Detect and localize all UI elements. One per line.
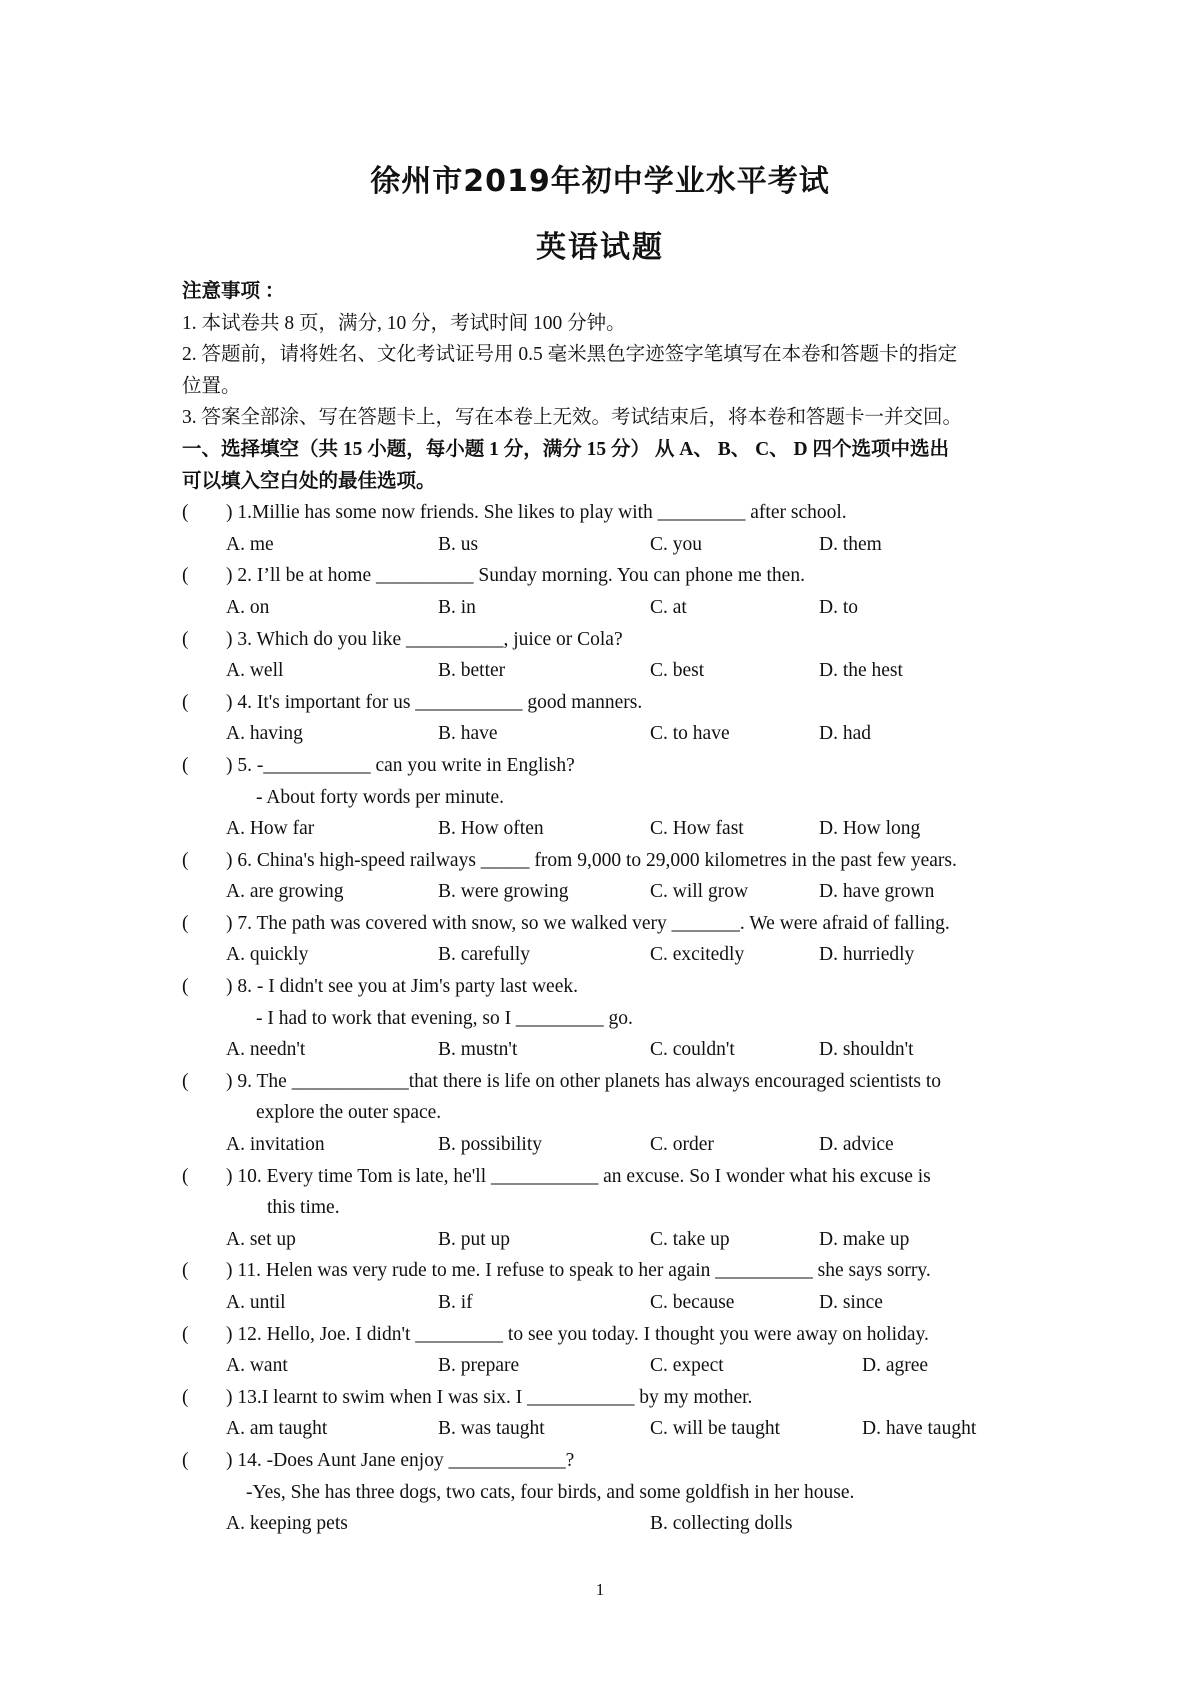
- option-a: A. are growing: [226, 881, 344, 903]
- option-a: A. want: [226, 1355, 288, 1377]
- option-c: C. order: [650, 1134, 714, 1156]
- exam-subtitle: 英语试题: [536, 230, 664, 265]
- option-b: B. were growing: [438, 881, 569, 903]
- option-a: A. How far: [226, 818, 315, 840]
- question-stem: ) 7. The path was covered with snow, so we walked very _______. We were afraid of falling.: [226, 912, 950, 934]
- answer-blank: (: [182, 849, 189, 871]
- option-a: A. well: [226, 660, 284, 682]
- option-c: C. will be taught: [650, 1418, 780, 1440]
- answer-blank: (: [182, 1449, 189, 1471]
- question-stem: ) 10. Every time Tom is late, he'll ___________ an excuse. So I wonder what his excuse is: [226, 1165, 931, 1187]
- question-11: [182, 1255, 1042, 1287]
- answer-blank: (: [182, 628, 189, 650]
- options-13: [182, 1413, 1042, 1445]
- question-stem: ) 5. -___________ can you write in English?: [226, 754, 575, 776]
- option-b: B. collecting dolls: [650, 1513, 793, 1535]
- note-2-continued: 位置。: [182, 375, 241, 397]
- answer-blank: (: [182, 565, 189, 587]
- option-b: B. carefully: [438, 944, 531, 966]
- option-b: B. us: [438, 533, 479, 555]
- option-d: D. them: [819, 533, 882, 555]
- question-stem: ) 1.Millie has some now friends. She likes to play with _________ after school.: [226, 502, 847, 524]
- option-a: A. set up: [226, 1228, 296, 1250]
- option-b: B. possibility: [438, 1134, 543, 1156]
- options-8: [182, 1034, 1042, 1066]
- question-9-continued: explore the outer space.: [256, 1102, 442, 1124]
- answer-blank: (: [182, 1386, 189, 1408]
- option-d: D. since: [819, 1292, 883, 1313]
- question-stem: ) 3. Which do you like __________, juice or Cola?: [226, 628, 623, 650]
- option-c: C. will grow: [650, 881, 749, 903]
- options-12: [182, 1350, 1042, 1382]
- answer-blank: (: [182, 976, 189, 998]
- question-14-reply: -Yes, She has three dogs, two cats, four birds, and some goldfish in her house.: [246, 1481, 855, 1503]
- answer-blank: (: [182, 912, 189, 934]
- section-heading: 一、选择填空（共 15 小题，每小题 1 分，满分 15 分） 从 A、 B、 C、 D 四个选项中选出: [182, 438, 950, 460]
- note-3: 3. 答案全部涂、写在答题卡上，写在本卷上无效。考试结束后，将本卷和答题卡一并交回。: [182, 407, 963, 429]
- option-c: C. take up: [650, 1228, 730, 1250]
- option-d: D. to: [819, 596, 858, 618]
- answer-blank: (: [182, 1070, 189, 1092]
- note-1: 1. 本试卷共 8 页，满分, 10 分，考试时间 100 分钟。: [182, 312, 626, 334]
- question-3: [182, 624, 1042, 656]
- answer-blank: (: [182, 691, 189, 713]
- option-a: A. on: [226, 596, 270, 618]
- notes-heading: 注意事项 ：: [182, 281, 285, 302]
- option-d: D. have grown: [819, 881, 935, 903]
- options-1: [182, 529, 1042, 561]
- options-4: [182, 718, 1042, 750]
- question-8: [182, 971, 1042, 1003]
- option-b: B. if: [438, 1292, 473, 1313]
- question-stem: ) 9. The ____________that there is life on other planets has always encouraged scientists to: [226, 1070, 942, 1092]
- options-6: [182, 876, 1042, 908]
- option-b: B. put up: [438, 1228, 511, 1250]
- page-number: 1: [595, 1580, 605, 1599]
- option-c: C. expect: [650, 1355, 724, 1377]
- question-stem: ) 13.I learnt to swim when I was six. I ___________ by my mother.: [226, 1386, 753, 1408]
- question-stem: ) 4. It's important for us ___________ good manners.: [226, 691, 643, 713]
- option-c: C. excitedly: [650, 944, 745, 966]
- question-stem: ) 12. Hello, Joe. I didn't _________ to see you today. I thought you were away on holiday.: [226, 1323, 929, 1345]
- option-c: C. best: [650, 660, 705, 682]
- option-a: A. having: [226, 723, 303, 745]
- option-a: A. me: [226, 533, 274, 555]
- options-2: [182, 592, 1042, 624]
- option-c: C. couldn't: [650, 1039, 735, 1061]
- option-b: B. in: [438, 596, 476, 618]
- exam-title: 徐州市2019年初中学业水平考试: [370, 164, 830, 199]
- answer-blank: (: [182, 1323, 189, 1345]
- option-d: D. make up: [819, 1228, 910, 1250]
- option-d: D. hurriedly: [819, 944, 915, 966]
- options-3: [182, 655, 1042, 687]
- answer-blank: (: [182, 502, 189, 524]
- question-10-continued: this time.: [267, 1197, 340, 1219]
- question-5: [182, 750, 1042, 782]
- option-d: D. the hest: [819, 660, 903, 682]
- option-d: D. have taught: [862, 1418, 977, 1440]
- option-c: C. to have: [650, 723, 730, 745]
- question-5-reply: - About forty words per minute.: [256, 786, 505, 808]
- question-stem: ) 11. Helen was very rude to me. I refuse to speak to her again __________ she says sorry.: [226, 1260, 931, 1282]
- question-7: [182, 908, 1042, 940]
- question-6: [182, 845, 1042, 877]
- question-stem: ) 6. China's high-speed railways _____ from 9,000 to 29,000 kilometres in the past few years.: [226, 849, 957, 871]
- option-a: A. am taught: [226, 1418, 328, 1440]
- exam-content: [182, 276, 1042, 1540]
- question-8-reply: - I had to work that evening, so I _________ go.: [256, 1007, 633, 1029]
- option-d: D. agree: [862, 1355, 929, 1377]
- answer-blank: (: [182, 1165, 189, 1187]
- section-instruction: 可以填入空白处的最佳选项。: [182, 470, 436, 492]
- option-a: A. until: [226, 1292, 286, 1313]
- question-stem: ) 8. - I didn't see you at Jim's party last week.: [226, 976, 578, 998]
- option-c: C. because: [650, 1292, 735, 1313]
- option-a: A. quickly: [226, 944, 309, 966]
- option-d: D. How long: [819, 818, 921, 840]
- option-b: B. prepare: [438, 1355, 520, 1377]
- option-b: B. have: [438, 723, 498, 745]
- option-d: D. shouldn't: [819, 1039, 914, 1061]
- question-2: [182, 560, 1042, 592]
- option-c: C. at: [650, 596, 687, 618]
- options-10: [182, 1224, 1042, 1256]
- option-b: B. better: [438, 660, 506, 682]
- options-9: [182, 1129, 1042, 1161]
- question-13: [182, 1382, 1042, 1414]
- option-a: A. needn't: [226, 1039, 306, 1061]
- answer-blank: (: [182, 1260, 189, 1282]
- option-b: B. How often: [438, 818, 544, 840]
- question-4: [182, 687, 1042, 719]
- option-b: B. mustn't: [438, 1039, 518, 1061]
- question-9: [182, 1066, 1042, 1098]
- option-a: A. invitation: [226, 1134, 325, 1156]
- question-1: [182, 497, 1042, 529]
- options-14: [182, 1508, 1042, 1540]
- question-14: [182, 1445, 1042, 1477]
- question-12: [182, 1319, 1042, 1351]
- option-b: B. was taught: [438, 1418, 545, 1440]
- option-c: C. you: [650, 533, 703, 555]
- options-11: [182, 1287, 1042, 1319]
- option-c: C. How fast: [650, 818, 744, 840]
- option-d: D. had: [819, 723, 871, 745]
- options-5: [182, 813, 1042, 845]
- question-stem: ) 14. -Does Aunt Jane enjoy ____________?: [226, 1449, 575, 1471]
- option-d: D. advice: [819, 1134, 894, 1156]
- note-2: 2. 答题前，请将姓名、文化考试证号用 0.5 毫米黑色字迹签字笔填写在本卷和答题卡的指定: [182, 344, 958, 366]
- question-10: [182, 1161, 1042, 1193]
- question-stem: ) 2. I’ll be at home __________ Sunday morning. You can phone me then.: [226, 565, 805, 587]
- option-a: A. keeping pets: [226, 1513, 348, 1535]
- options-7: [182, 939, 1042, 971]
- answer-blank: (: [182, 754, 189, 776]
